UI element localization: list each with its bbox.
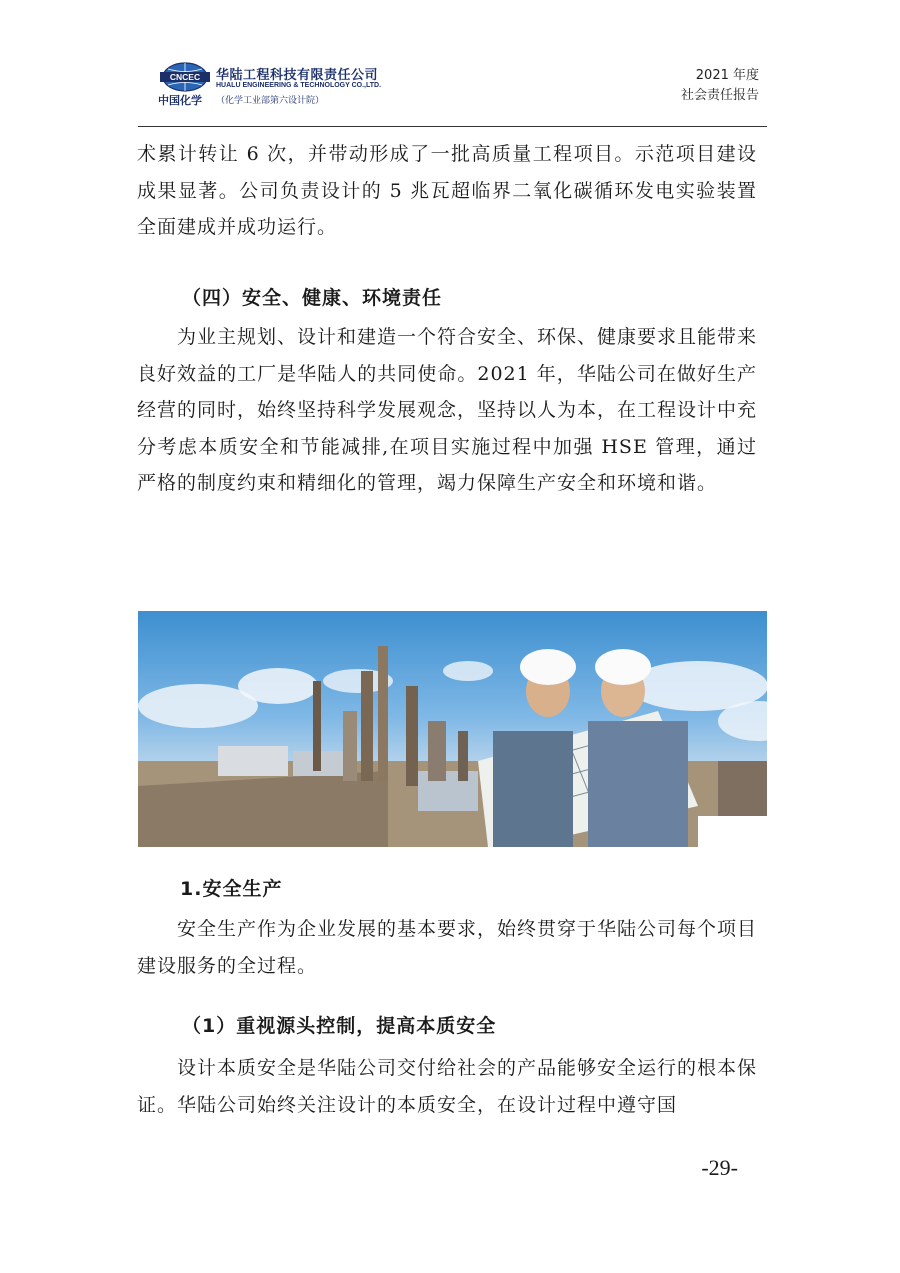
header-divider xyxy=(138,126,767,127)
company-name-en: HUALU ENGINEERING & TECHNOLOGY CO.,LTD. xyxy=(216,82,382,89)
engineers-plant-photo xyxy=(138,611,767,847)
page-number: -29- xyxy=(701,1155,738,1180)
globe-logo-icon xyxy=(160,62,210,92)
logo-chinese-name: 中国化学 xyxy=(158,94,202,107)
company-name-cn: 华陆工程科技有限责任公司 xyxy=(216,68,379,83)
subsection-heading-safety: 1.安全生产 xyxy=(180,878,283,900)
photo-illustration xyxy=(138,611,767,847)
company-logo xyxy=(154,58,414,112)
report-name: 社会责任报告 xyxy=(680,88,759,103)
report-year: 2021 年度 xyxy=(695,68,759,83)
paragraph-mission: 为业主规划、设计和建造一个符合安全、环保、健康要求且能带来良好效益的工厂是华陆人的共同使命。2021 年，华陆公司在做好生产经营的同时，始终坚持科学发展观念，坚持以人为本，在工程设计中充分考虑本质安全和节能减排,在项目实施过程中加强 HSE 管理，通过严格的制度约束和精细化的管理，竭力保障生产安全和环境和谐。 xyxy=(137,326,758,494)
section-heading-she: （四）安全、健康、环境责任 xyxy=(182,287,443,309)
page-header xyxy=(138,58,767,128)
company-former-name: （化学工业部第六设计院） xyxy=(216,96,325,106)
report-title xyxy=(681,66,759,106)
paragraph-intrinsic-safety: 设计本质安全是华陆公司交付给社会的产品能够安全运行的根本保证。华陆公司始终关注设计的本质安全，在设计过程中遵守国 xyxy=(137,1057,758,1116)
paragraph-demo-projects: 术累计转让 6 次，并带动形成了一批高质量工程项目。示范项目建设成果显著。公司负责设计的 5 兆瓦超临界二氧化碳循环发电实验装置全面建成并成功运行。 xyxy=(137,143,757,238)
subsection-heading-source-control: （1）重视源头控制，提高本质安全 xyxy=(182,1015,497,1037)
logo-cncec-text: CNCEC xyxy=(169,72,201,82)
paragraph-safety-production: 安全生产作为企业发展的基本要求，始终贯穿于华陆公司每个项目建设服务的全过程。 xyxy=(137,918,758,977)
